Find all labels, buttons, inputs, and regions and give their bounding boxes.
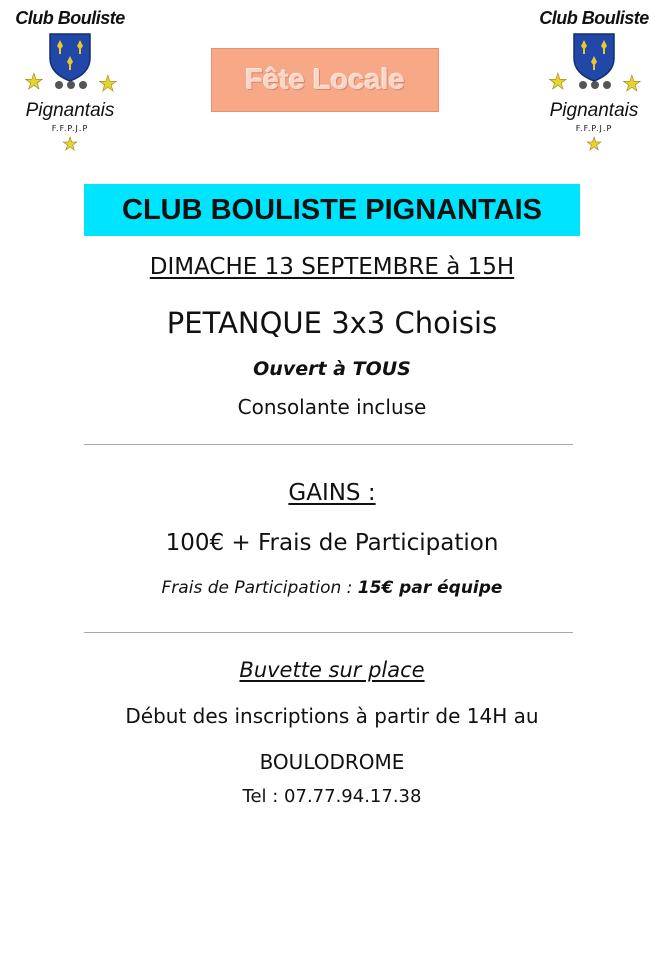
club-logo-right (524, 4, 664, 164)
phone-text: Tel : 07.77.94.17.38 (242, 786, 422, 807)
buvette (0, 658, 664, 682)
logo-club-text: Club Bouliste (539, 8, 649, 28)
fees-label: Frais de Participation : (161, 578, 358, 598)
buvette-text: Buvette sur place (239, 658, 425, 682)
event-consolante: Consolante incluse (237, 395, 427, 419)
logo-club-text: Club Bouliste (15, 8, 125, 28)
star-icon: ★ (98, 72, 118, 97)
fees-value: 15€ par équipe (357, 578, 503, 598)
shield-icon (48, 32, 92, 82)
gains-prize: 100€ + Frais de Participation (165, 530, 499, 556)
star-icon: ★ (586, 134, 603, 155)
star-icon: ★ (24, 70, 44, 95)
divider (84, 632, 573, 633)
page-title: CLUB BOULISTE PIGNANTAIS (84, 184, 580, 236)
star-icon: ★ (62, 134, 79, 155)
event-game: PETANQUE 3x3 Choisis (166, 306, 498, 340)
star-icon: ★ (548, 70, 568, 95)
gains-heading (0, 480, 664, 506)
event-open: Ouvert à TOUS (253, 358, 411, 380)
boules-icon (578, 80, 612, 90)
gains-heading-text: GAINS : (288, 480, 376, 506)
logo-name-text: Pignantais (549, 100, 639, 121)
location-text: BOULODROME (259, 750, 405, 774)
divider (84, 444, 573, 445)
fete-locale-banner: Fête Locale (211, 48, 439, 112)
inscriptions-text: Début des inscriptions à partir de 14H au (125, 704, 539, 728)
event-date (0, 254, 664, 280)
star-icon: ★ (622, 72, 642, 97)
logo-federation-text: F.F.P.J.P (575, 124, 613, 133)
logo-federation-text: F.F.P.J.P (51, 124, 89, 133)
shield-icon (572, 32, 616, 82)
logo-name-text: Pignantais (25, 100, 115, 121)
gains-fees (0, 578, 664, 598)
boules-icon (54, 80, 88, 90)
event-date-text: DIMACHE 13 SEPTEMBRE à 15H (149, 254, 515, 280)
club-logo-left (0, 4, 140, 164)
